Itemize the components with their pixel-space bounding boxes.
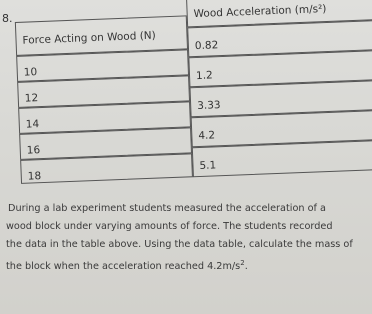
question-line-2: wood block under varying amounts of force. The students recorded <box>6 221 333 232</box>
table-cell: 14 <box>25 118 40 131</box>
table-cell: 10 <box>23 66 38 79</box>
question-line-4 <box>6 254 368 276</box>
acceleration-value: 4.2m/s <box>207 261 241 273</box>
table-row-5-force <box>20 153 193 184</box>
table-cell: 12 <box>24 92 39 105</box>
question-line-4-prefix: the block when the acceleration reached <box>6 261 208 273</box>
table-header-force-label: Force Acting on Wood (N) <box>22 29 156 47</box>
table-cell: 3.33 <box>196 99 221 113</box>
acceleration-exponent: 2 <box>240 259 245 267</box>
table-cell: 0.82 <box>194 39 219 53</box>
table-cell: 18 <box>27 170 42 183</box>
table-row-5-acceleration <box>192 140 372 177</box>
table-header-acceleration-label: Wood Acceleration (m/s²) <box>193 3 327 21</box>
question-line-1: During a lab experiment students measured the acceleration of a <box>8 203 326 214</box>
question-number: 8. <box>2 12 13 25</box>
table-cell: 1.2 <box>195 69 213 83</box>
question-line-4-suffix: . <box>244 261 248 273</box>
data-table <box>14 0 372 182</box>
table-cell: 4.2 <box>198 129 216 143</box>
question-text <box>6 200 368 276</box>
table-cell: 5.1 <box>199 159 217 172</box>
table-cell: 16 <box>26 144 41 157</box>
question-line-3: the data in the table above. Using the data table, calculate the mass of <box>6 239 353 250</box>
